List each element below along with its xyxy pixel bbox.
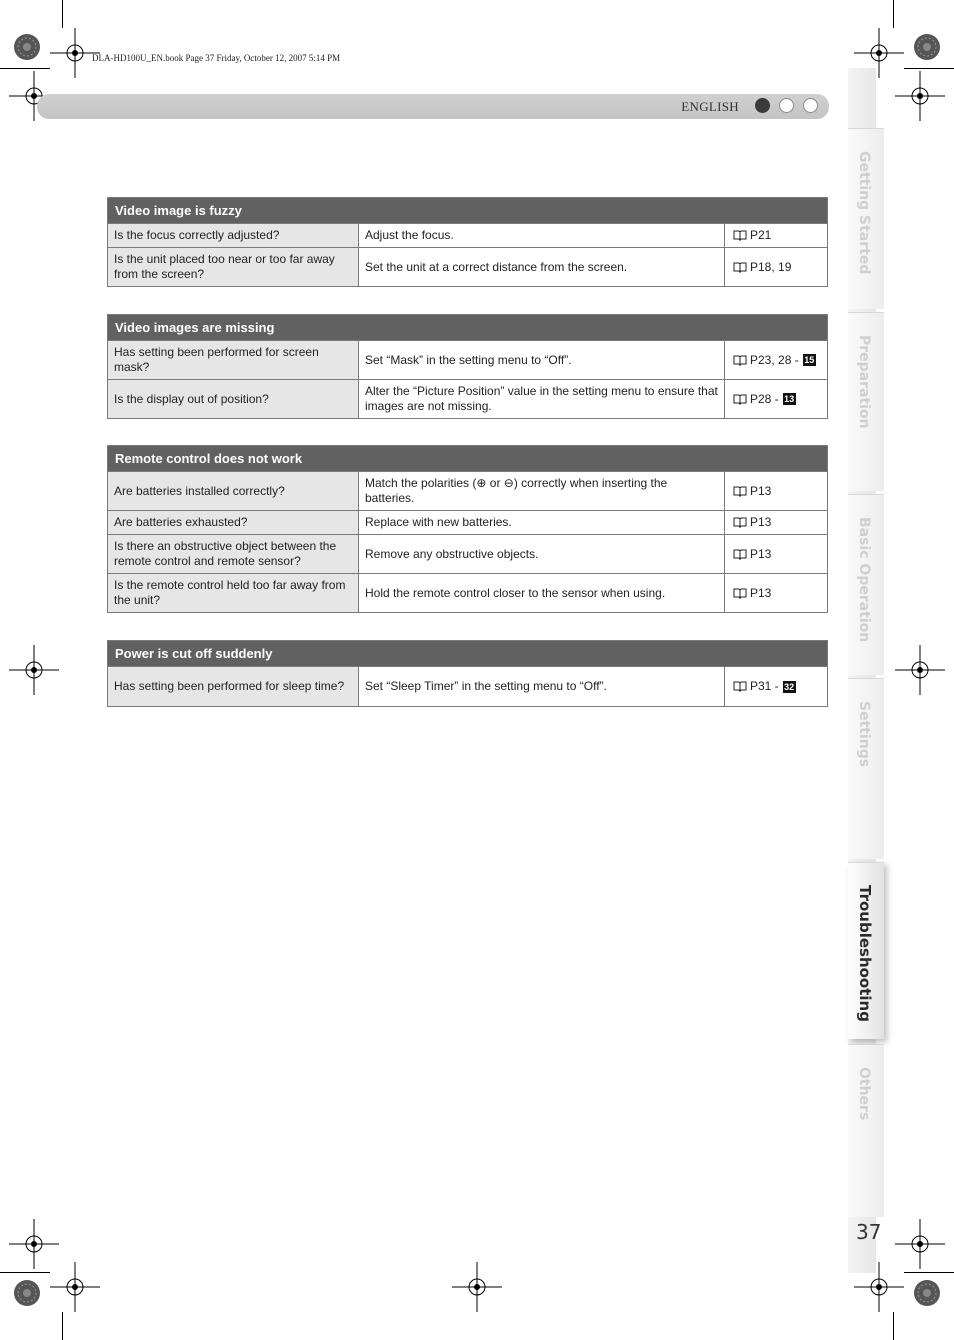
- reference-cell: [725, 248, 827, 286]
- reference-cell: [725, 511, 827, 534]
- page-number: 37: [856, 1220, 882, 1244]
- table-row: [108, 573, 827, 612]
- registration-mark-icon: [9, 645, 59, 695]
- answer-cell: Remove any obstructive objects.: [359, 535, 725, 573]
- table-title: Video image is fuzzy: [108, 198, 827, 223]
- reference-cell: [725, 535, 827, 573]
- answer-cell: Set “Mask” in the setting menu to “Off”.: [359, 341, 725, 379]
- troubleshooting-table: [107, 197, 828, 287]
- question-cell: Are batteries exhausted?: [108, 511, 359, 534]
- crop-mark: [0, 68, 50, 69]
- page-reference: P31 -: [750, 679, 779, 693]
- answer-cell: Set “Sleep Timer” in the setting menu to “Off”.: [359, 667, 725, 706]
- registration-mark-icon: [895, 645, 945, 695]
- book-icon: [733, 262, 747, 273]
- page-reference: P13: [750, 483, 772, 498]
- registration-mark-icon: [452, 1262, 502, 1312]
- step-number-badge: 32: [784, 681, 795, 692]
- troubleshooting-table: [107, 640, 828, 707]
- table-title: Power is cut off suddenly: [108, 641, 827, 666]
- progress-dot-1: [755, 98, 770, 113]
- reference-cell: [725, 667, 827, 706]
- answer-cell: Adjust the focus.: [359, 224, 725, 247]
- step-number-badge: 13: [784, 394, 795, 404]
- page-reference: P23, 28 -: [750, 352, 799, 367]
- rosette-icon: [13, 33, 41, 61]
- table-row: [108, 666, 827, 706]
- answer-cell: Set the unit at a correct distance from the screen.: [359, 248, 725, 286]
- side-tab-label: Others: [856, 1067, 872, 1121]
- table-row: [108, 471, 827, 510]
- crop-mark: [0, 1272, 50, 1273]
- page-reference: P13: [750, 585, 772, 600]
- page-reference: P21: [750, 228, 772, 242]
- progress-dot-3: [803, 98, 818, 113]
- book-icon: [733, 486, 747, 497]
- question-cell: Are batteries installed correctly?: [108, 472, 359, 510]
- side-tab-label: Getting Started: [856, 151, 872, 275]
- progress-dot-2: [779, 98, 794, 113]
- crop-mark: [904, 68, 954, 69]
- reference-cell: [725, 341, 827, 379]
- page-reference: P13: [750, 546, 772, 561]
- table-row: [108, 223, 827, 247]
- page-reference: P18, 19: [750, 259, 792, 274]
- side-tab-others[interactable]: [848, 1044, 884, 1217]
- side-tab-label: Preparation: [856, 335, 872, 429]
- troubleshooting-table: [107, 314, 828, 419]
- side-tab-basic-operation[interactable]: [848, 494, 884, 675]
- book-icon: [733, 588, 747, 599]
- book-icon: [733, 230, 747, 241]
- page-reference: P28 -: [750, 391, 779, 406]
- reference-cell: [725, 224, 827, 247]
- table-row: [108, 379, 827, 418]
- question-cell: Is the unit placed too near or too far away from the screen?: [108, 248, 359, 286]
- crop-mark: [893, 1312, 894, 1340]
- table-title: Video images are missing: [108, 315, 827, 340]
- answer-cell: Hold the remote control closer to the sensor when using.: [359, 574, 725, 612]
- book-icon: [733, 517, 747, 528]
- side-tab-label: Troubleshooting: [856, 885, 874, 1022]
- answer-cell: Alter the “Picture Position” value in the setting menu to ensure that images are not missing.: [359, 380, 725, 418]
- table-row: [108, 510, 827, 534]
- crop-mark: [62, 1312, 63, 1340]
- header-bar: [37, 94, 829, 119]
- question-cell: Is there an obstructive object between the remote control and remote sensor?: [108, 535, 359, 573]
- question-cell: Is the display out of position?: [108, 380, 359, 418]
- book-icon: [733, 394, 747, 405]
- answer-cell: Replace with new batteries.: [359, 511, 725, 534]
- table-title: Remote control does not work: [108, 446, 827, 471]
- reference-cell: [725, 380, 827, 418]
- side-tab-preparation[interactable]: [848, 312, 884, 491]
- table-row: [108, 340, 827, 379]
- question-cell: Has setting been performed for screen mask?: [108, 341, 359, 379]
- reference-cell: [725, 574, 827, 612]
- side-tab-label: Basic Operation: [856, 517, 872, 643]
- side-tab-settings[interactable]: [848, 678, 884, 859]
- book-icon: [733, 681, 747, 692]
- book-icon: [733, 355, 747, 366]
- rosette-icon: [913, 1279, 941, 1307]
- language-label: ENGLISH: [681, 99, 739, 114]
- question-cell: Has setting been performed for sleep time?: [108, 667, 359, 706]
- crop-mark: [62, 0, 63, 28]
- table-row: [108, 247, 827, 286]
- registration-mark-icon: [895, 71, 945, 121]
- crop-mark: [893, 0, 894, 28]
- crop-mark: [904, 1272, 954, 1273]
- troubleshooting-table: [107, 445, 828, 613]
- rosette-icon: [13, 1279, 41, 1307]
- step-number-badge: 15: [804, 355, 815, 365]
- book-icon: [733, 549, 747, 560]
- side-tab-getting-started[interactable]: [848, 128, 884, 309]
- question-cell: Is the remote control held too far away from the unit?: [108, 574, 359, 612]
- book-info-line: DLA-HD100U_EN.book Page 37 Friday, October 12, 2007 5:14 PM: [92, 53, 341, 63]
- reference-cell: [725, 472, 827, 510]
- rosette-icon: [913, 33, 941, 61]
- question-cell: Is the focus correctly adjusted?: [108, 224, 359, 247]
- registration-mark-icon: [50, 1262, 100, 1312]
- side-tab-troubleshooting[interactable]: [848, 862, 884, 1039]
- table-row: [108, 534, 827, 573]
- side-tab-label: Settings: [856, 701, 872, 768]
- answer-cell: Match the polarities (⊕ or ⊖) correctly when inserting the batteries.: [359, 472, 725, 510]
- page-reference: P13: [750, 515, 772, 529]
